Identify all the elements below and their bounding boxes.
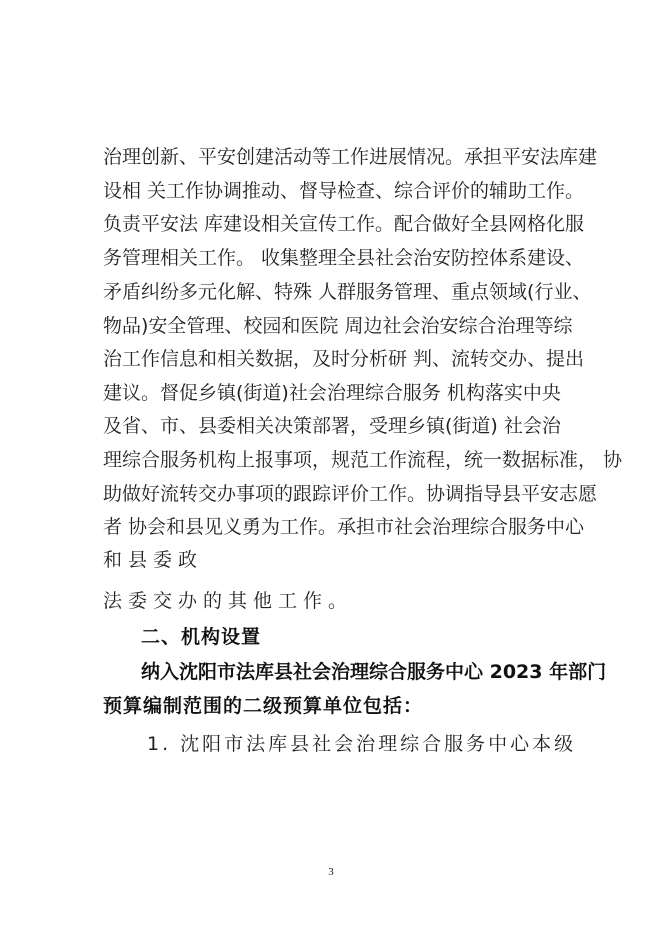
body-line: 矛盾纠纷多元化解、特殊 人群服务管理、重点领域(行业、 bbox=[103, 281, 592, 303]
body-line: 治工作信息和相关数据，及时分析研 判、流转交办、提出 bbox=[103, 348, 585, 370]
body-line: 建议。督促乡镇(街道)社会治理综合服务 机构落实中央 bbox=[103, 382, 561, 404]
body-line: 务管理相关工作。 收集整理全县社会治安防控体系建设、 bbox=[103, 247, 585, 269]
body-line: 治理创新、平安创建活动等工作进展情况。承担平安法库建 bbox=[103, 146, 598, 168]
bold-paragraph-line: 纳入沈阳市法库县社会治理综合服务中心 2023 年部门 bbox=[141, 661, 607, 683]
page-number: 3 bbox=[328, 866, 334, 878]
body-line: 者 协会和县见义勇为工作。承担市社会治理综合服务中心 bbox=[103, 516, 585, 538]
bold-paragraph-line: 预算编制范围的二级预算单位包括： bbox=[103, 695, 424, 717]
body-line: 设相 关工作协调推动、督导检查、综合评价的辅助工作。 bbox=[103, 180, 585, 202]
body-line: 和县委政 bbox=[103, 549, 204, 571]
section-heading: 二、机构设置 bbox=[141, 626, 262, 648]
body-line: 理综合服务机构上报事项，规范工作流程，统一数据标准， 协 bbox=[103, 449, 623, 471]
body-line: 及省、市、县委相关决策部署，受理乡镇(街道) 社会治 bbox=[103, 415, 561, 437]
body-line: 法委交办的其他工作。 bbox=[103, 590, 354, 612]
body-line: 物品)安全管理、校园和医院 周边社会治安综合治理等综 bbox=[103, 315, 573, 337]
body-line: 助做好流转交办事项的跟踪评价工作。协调指导县平安志愿 bbox=[103, 483, 598, 505]
list-item: 1. 沈阳市法库县社会治理综合服务中心本级 bbox=[147, 733, 577, 755]
body-line: 负责平安法 库建设相关宣传工作。配合做好全县网格化服 bbox=[103, 213, 585, 235]
